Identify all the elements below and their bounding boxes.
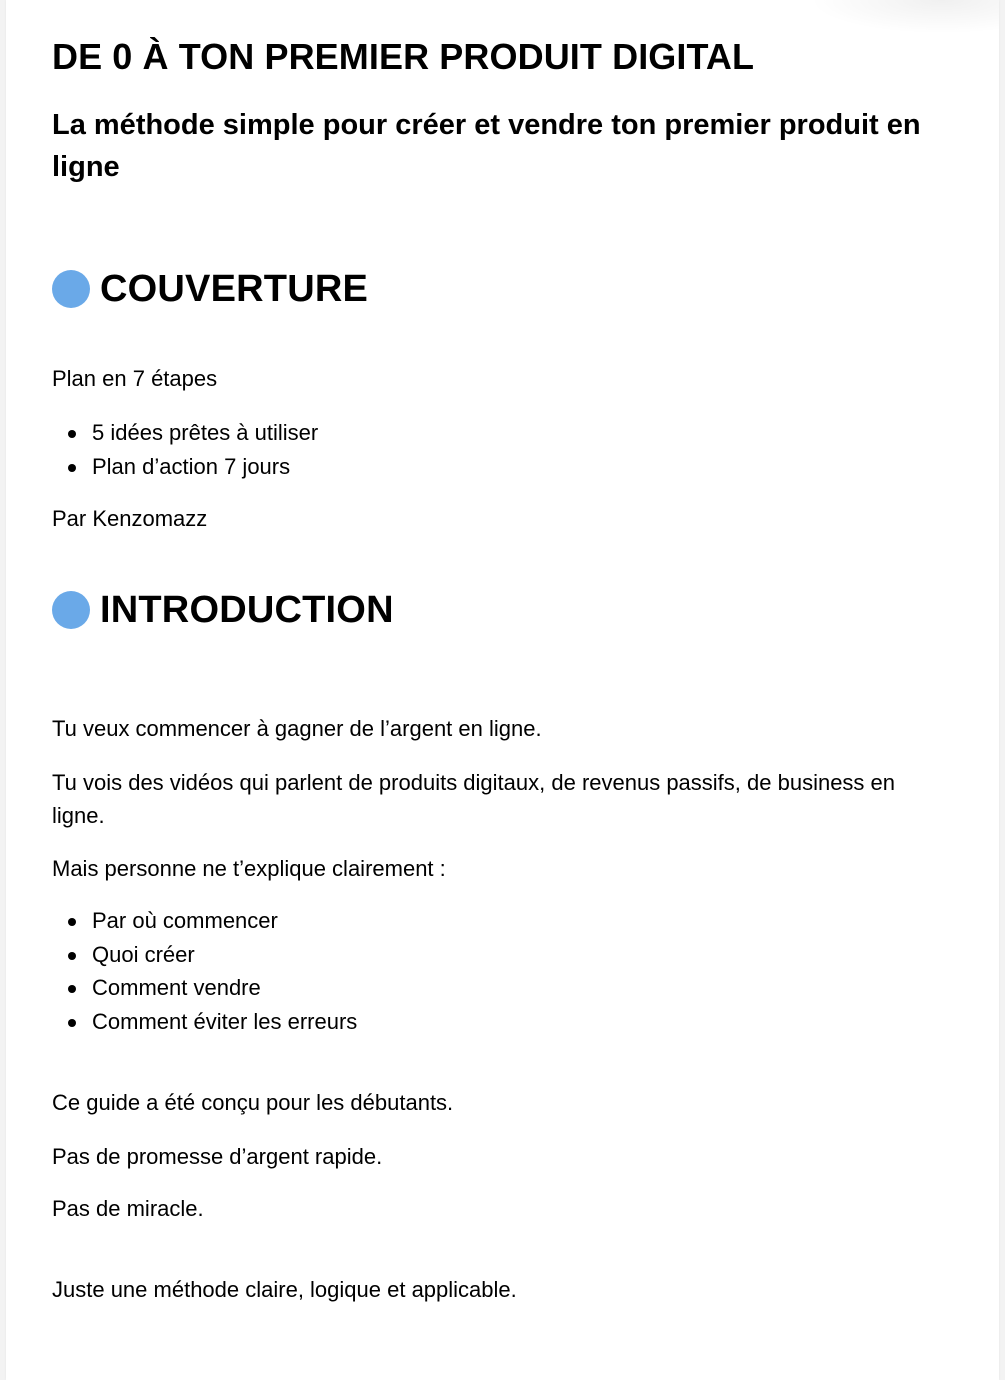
intro-bullet-list <box>52 904 357 1038</box>
document-title: DE 0 À TON PREMIER PRODUIT DIGITAL <box>52 36 755 77</box>
list-item: Comment éviter les erreurs <box>52 1005 357 1039</box>
couverture-intro: Plan en 7 étapes <box>52 366 218 391</box>
blue-circle-icon <box>52 591 90 629</box>
closing-paragraph: Juste une méthode claire, logique et applicable. <box>52 1277 517 1302</box>
section-heading-introduction <box>52 587 394 633</box>
section-heading-label: INTRODUCTION <box>100 589 394 631</box>
page-edge-shadow <box>809 0 999 34</box>
document-page <box>6 0 999 1380</box>
blue-circle-icon <box>52 270 90 308</box>
list-item: Quoi créer <box>52 938 357 972</box>
section-heading-label: COUVERTURE <box>100 268 369 310</box>
closing-paragraph: Pas de miracle. <box>52 1196 204 1221</box>
document-subtitle: La méthode simple pour créer et vendre ton premier produit en ligne <box>52 109 921 183</box>
closing-paragraph: Ce guide a été conçu pour les débutants. <box>52 1090 454 1115</box>
list-item: 5 idées prêtes à utiliser <box>52 416 318 450</box>
intro-paragraph: Tu veux commencer à gagner de l’argent en ligne. <box>52 716 542 741</box>
list-item: Plan d’action 7 jours <box>52 450 318 484</box>
couverture-bullet-list <box>52 416 318 483</box>
list-item: Par où commencer <box>52 904 357 938</box>
couverture-author: Par Kenzomazz <box>52 506 208 531</box>
list-item: Comment vendre <box>52 971 357 1005</box>
intro-paragraph: Tu vois des vidéos qui parlent de produits digitaux, de revenus passifs, de business en ligne. <box>52 770 896 828</box>
closing-paragraph: Pas de promesse d’argent rapide. <box>52 1144 383 1169</box>
intro-paragraph: Mais personne ne t’explique clairement : <box>52 856 446 881</box>
section-heading-couverture <box>52 266 368 312</box>
